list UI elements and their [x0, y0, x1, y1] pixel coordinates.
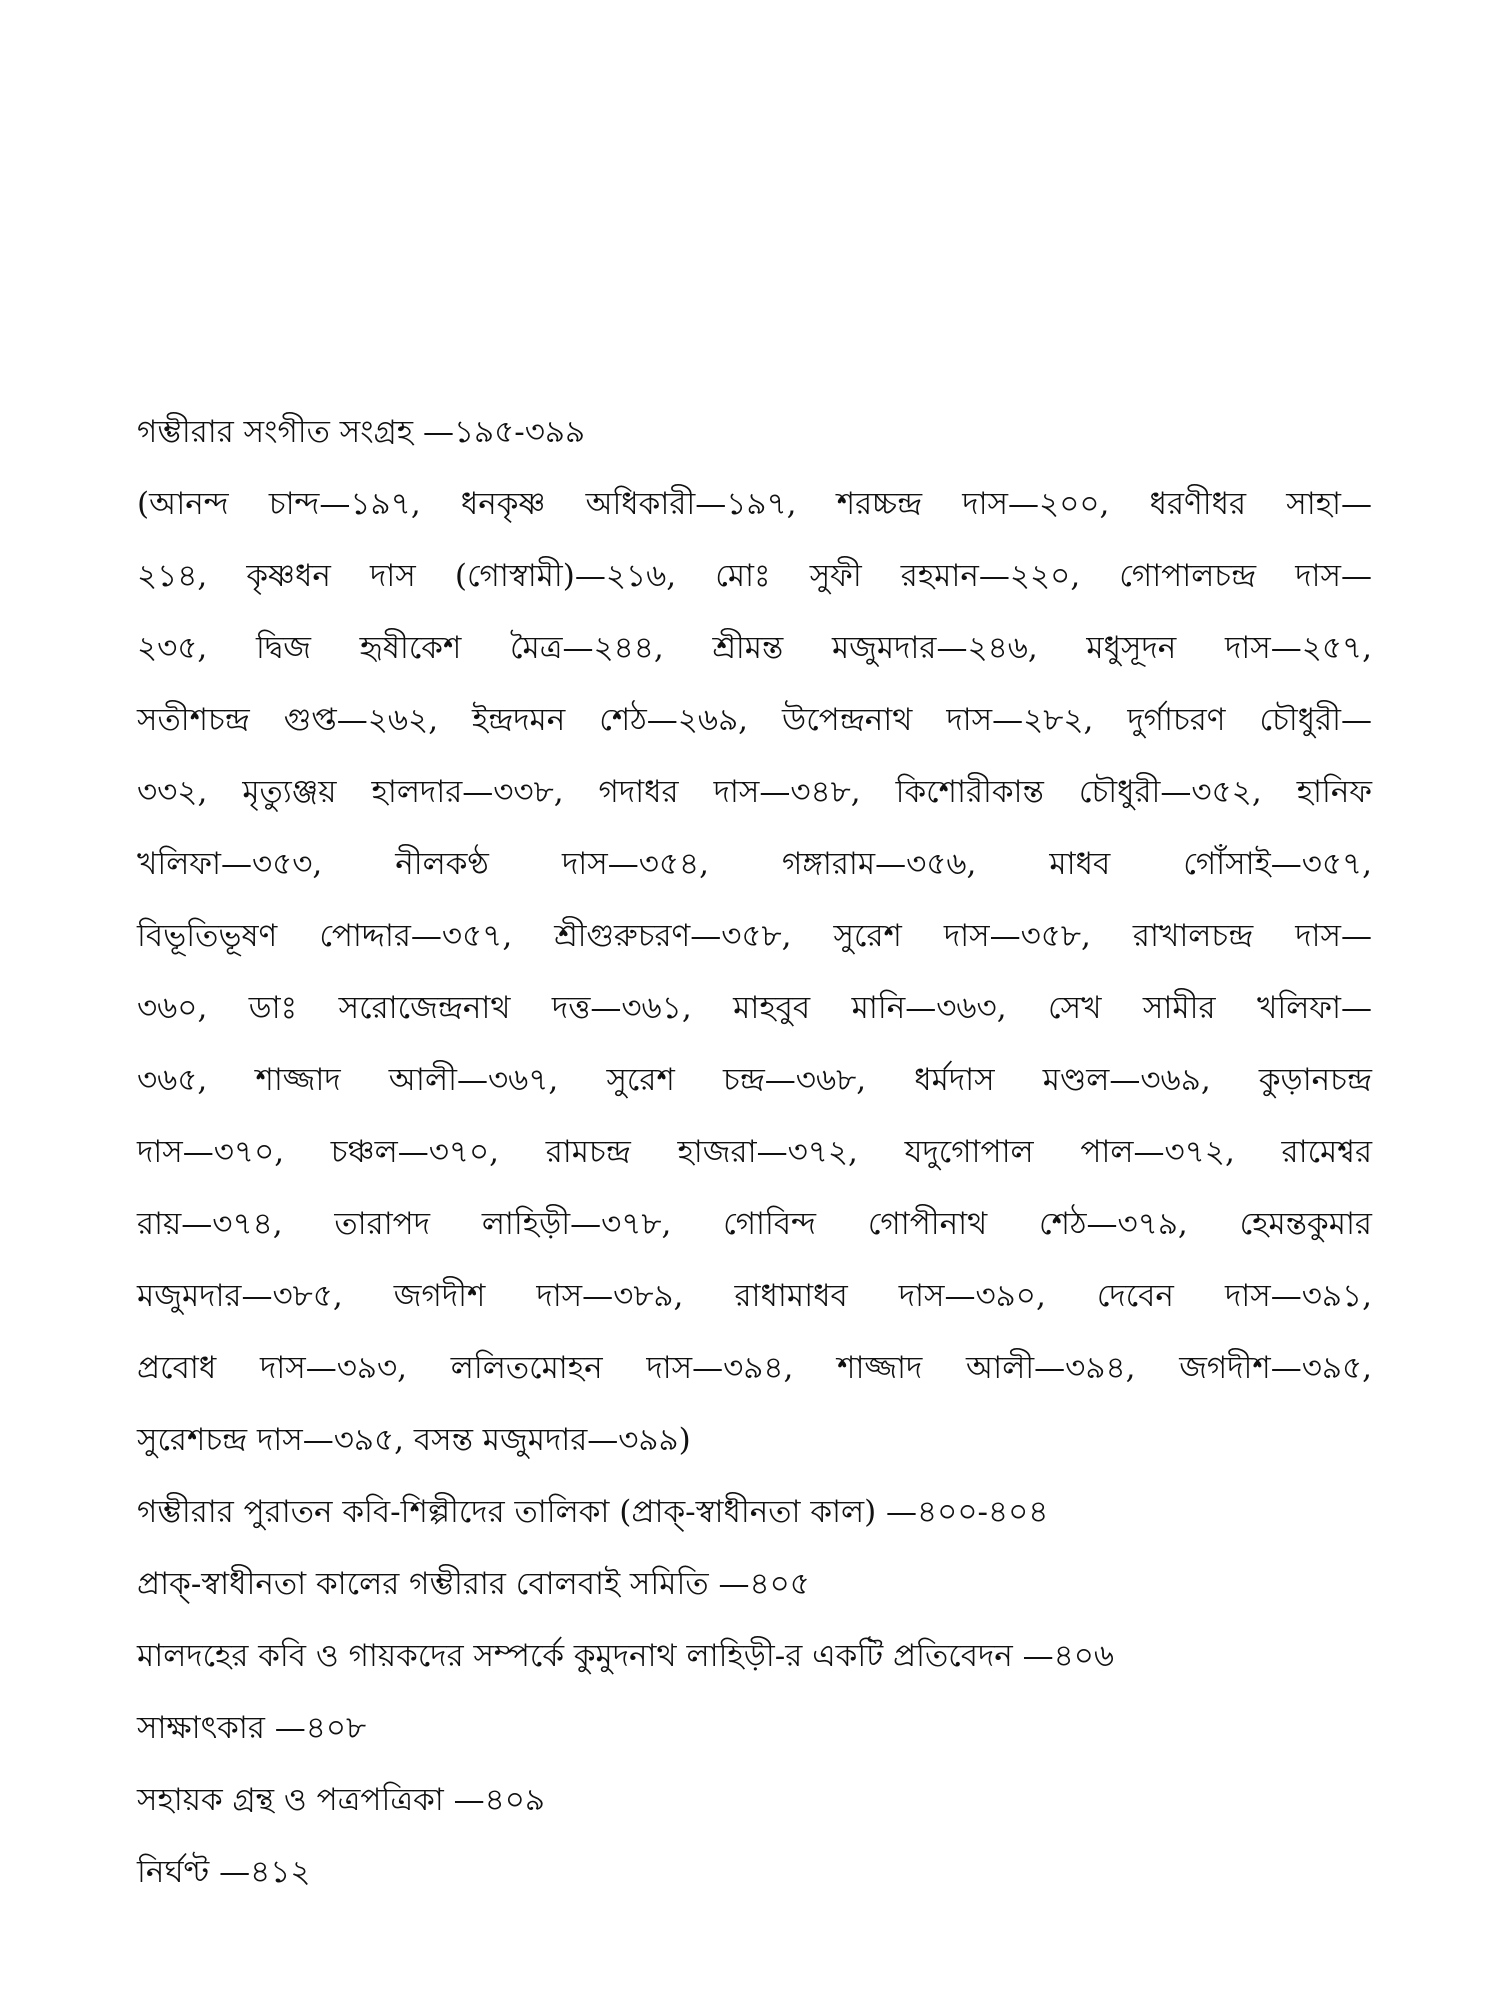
contributors-line: ২১৪, কৃষ্ণধন দাস (গোস্বামী)—২১৬, মোঃ সুফী রহমান—২২০, গোপালচন্দ্র দাস—	[137, 558, 1372, 594]
contributors-line: মজুমদার—৩৮৫, জগদীশ দাস—৩৮৯, রাধামাধব দাস—৩৯০, দেবেন দাস—৩৯১,	[137, 1278, 1372, 1314]
contributors-line: প্রবোধ দাস—৩৯৩, ললিতমোহন দাস—৩৯৪, শাজ্জাদ আলী—৩৯৪, জগদীশ—৩৯৫,	[137, 1350, 1372, 1386]
contributors-line: রায়—৩৭৪, তারাপদ লাহিড়ী—৩৭৮, গোবিন্দ গোপীনাথ শেঠ—৩৭৯, হেমন্তকুমার	[137, 1206, 1372, 1242]
contributors-line: বিভূতিভূষণ পোদ্দার—৩৫৭, শ্রীগুরুচরণ—৩৫৮, সুরেশ দাস—৩৫৮, রাখালচন্দ্র দাস—	[137, 918, 1372, 954]
contributors-line: দাস—৩৭০, চঞ্চল—৩৭০, রামচন্দ্র হাজরা—৩৭২, যদুগোপাল পাল—৩৭২, রামেশ্বর	[137, 1134, 1372, 1170]
contributors-line: (আনন্দ চান্দ—১৯৭, ধনকৃষ্ণ অধিকারী—১৯৭, শরচ্চন্দ্র দাস—২০০, ধরণীধর সাহা—	[137, 486, 1372, 522]
toc-entry-songs-collection: গম্ভীরার সংগীত সংগ্রহ —১৯৫-৩৯৯	[137, 414, 586, 450]
contributors-list	[137, 468, 1372, 1476]
toc-entry-report: মালদহের কবি ও গায়কদের সম্পর্কে কুমুদনাথ লাহিড়ী-র একটি প্রতিবেদন —৪০৬	[137, 1638, 1115, 1674]
toc-entry-interview: সাক্ষাৎকার —৪০৮	[137, 1710, 367, 1746]
table-of-contents	[137, 396, 1372, 1908]
toc-entry-bibliography: সহায়ক গ্রন্থ ও পত্রপত্রিকা —৪০৯	[137, 1782, 546, 1818]
toc-entry-index: নির্ঘণ্ট —৪১২	[137, 1854, 311, 1890]
contributors-line: ৩৩২, মৃত্যুঞ্জয় হালদার—৩৩৮, গদাধর দাস—৩৪৮, কিশোরীকান্ত চৌধুরী—৩৫২, হানিফ	[137, 774, 1372, 810]
contributors-line: খলিফা—৩৫৩, নীলকণ্ঠ দাস—৩৫৪, গঙ্গারাম—৩৫৬, মাধব গোঁসাই—৩৫৭,	[137, 846, 1372, 882]
contributors-line: ২৩৫, দ্বিজ হৃষীকেশ মৈত্র—২৪৪, শ্রীমন্ত মজুমদার—২৪৬, মধুসূদন দাস—২৫৭,	[137, 630, 1372, 666]
contributors-line: ৩৬৫, শাজ্জাদ আলী—৩৬৭, সুরেশ চন্দ্র—৩৬৮, ধর্মদাস মণ্ডল—৩৬৯, কুড়ানচন্দ্র	[137, 1062, 1372, 1098]
contributors-line: সুরেশচন্দ্র দাস—৩৯৫, বসন্ত মজুমদার—৩৯৯)	[137, 1422, 691, 1458]
contributors-line: সতীশচন্দ্র গুপ্ত—২৬২, ইন্দ্রদমন শেঠ—২৬৯, উপেন্দ্রনাথ দাস—২৮২, দুর্গাচরণ চৌধুরী—	[137, 702, 1372, 738]
toc-entry-bolbai-committee: প্রাক্-স্বাধীনতা কালের গম্ভীরার বোলবাই সমিতি —৪০৫	[137, 1566, 810, 1602]
toc-entry-old-poets-list: গম্ভীরার পুরাতন কবি-শিল্পীদের তালিকা (প্রাক্-স্বাধীনতা কাল) —৪০০-৪০৪	[137, 1494, 1049, 1530]
contributors-line: ৩৬০, ডাঃ সরোজেন্দ্রনাথ দত্ত—৩৬১, মাহবুব মানি—৩৬৩, সেখ সামীর খলিফা—	[137, 990, 1372, 1026]
